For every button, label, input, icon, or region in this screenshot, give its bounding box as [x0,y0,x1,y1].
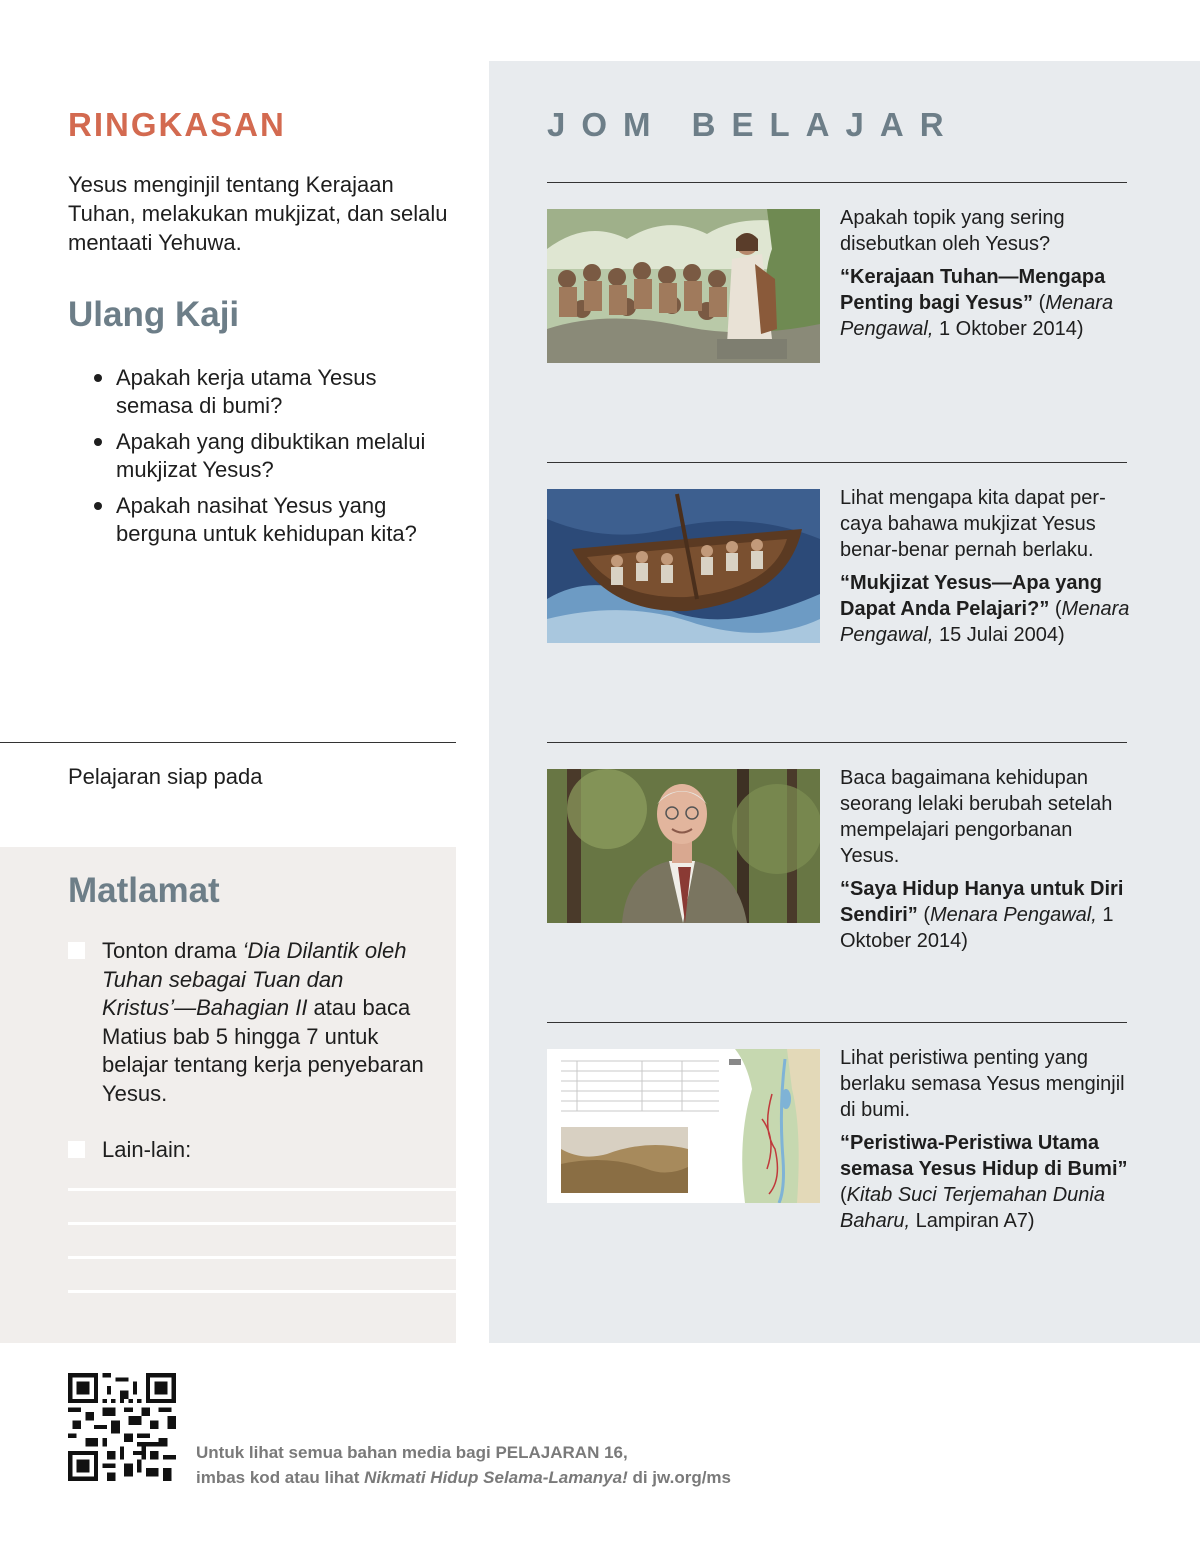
card-citation[interactable]: “Peristiwa-Peristiwa Utama semasa Yesus Hidup di Bumi” (Kitab Suci Terjemahan Dunia Baharu, Lampiran A7) [840,1132,1128,1232]
goals-heading: Matlamat [68,871,220,910]
footer-note [196,1440,896,1490]
card-description: Lihat mengapa kita dapat percaya bahawa mukjizat Yesus benar-benar pernah berlaku. [840,487,1106,561]
goal-item-watch[interactable] [68,937,438,1108]
divider [0,742,456,743]
man-portrait-image[interactable] [547,769,820,923]
summary-text: Yesus menginjil tentang Kerajaan Tuhan, melakukan mukjizat, dan selalu mentaati Yehuwa. [68,172,448,255]
jesus-teaching-image[interactable] [547,209,820,363]
goal-item-other[interactable] [68,1136,438,1165]
card-citation[interactable]: “Mukjizat Yesus—Apa yang Dapat Anda Pelajari?” (Menara Pengawal, 15 Julai 2004) [840,572,1130,646]
divider [547,742,1127,743]
divider [547,1022,1127,1023]
card-citation[interactable]: “Kerajaan Tuhan—Mengapa Penting bagi Yesus” (Menara Pengawal, 1 Oktober 2014) [840,266,1114,340]
review-item: Apakah yang dibuktikan melalui mukjizat Yesus? [90,428,450,484]
write-line[interactable] [68,1222,456,1225]
card-description: Apakah topik yang sering disebutkan oleh Yesus? [840,207,1065,255]
card-description: Lihat peristiwa penting yang berlaku semasa Yesus menginjil di bumi. [840,1047,1125,1121]
card-citation[interactable]: “Saya Hidup Hanya untuk Diri Sendiri” (Menara Pengawal, 1 Oktober 2014) [840,878,1124,952]
learn-card-1 [840,205,1130,342]
write-line[interactable] [68,1256,456,1259]
learn-heading: JOM BELAJAR [547,106,960,143]
goal-text: Lain-lain: [102,1137,192,1162]
qr-code-icon[interactable] [68,1373,176,1481]
completed-label: Pelajaran siap pada [68,764,263,789]
review-heading: Ulang Kaji [68,295,240,334]
footer-line-1: Untuk lihat semua bahan media bagi PELAJARAN 16, [196,1443,628,1462]
write-line[interactable] [68,1188,456,1191]
summary-heading: RINGKASAN [68,106,286,143]
boat-storm-image[interactable] [547,489,820,643]
checkbox-icon[interactable] [68,942,85,959]
card-description: Baca bagaimana kehidupan seorang lelaki berubah setelah mempelajari pengorbanan Yesus. [840,767,1113,867]
timeline-map-image[interactable] [547,1049,820,1203]
learn-card-4 [840,1045,1130,1234]
review-list [90,364,450,556]
divider [547,462,1127,463]
goal-text: Tonton drama ‘Dia Dilantik oleh Tuhan sebagai Tuan dan Kristus’—Bahagian II atau baca Matius bab 5 hingga 7 untuk belajar tentang kerja penyebaran Yesus. [102,938,424,1106]
footer-line-2: imbas kod atau lihat Nikmati Hidup Selama-Lamanya! di jw.org/ms [196,1468,732,1487]
review-item: Apakah nasihat Yesus yang berguna untuk kehidupan kita? [90,492,450,548]
checkbox-icon[interactable] [68,1141,85,1158]
divider [547,182,1127,183]
learn-card-3 [840,765,1130,954]
write-line[interactable] [68,1290,456,1293]
learn-card-2 [840,485,1130,648]
review-item: Apakah kerja utama Yesus semasa di bumi? [90,364,450,420]
